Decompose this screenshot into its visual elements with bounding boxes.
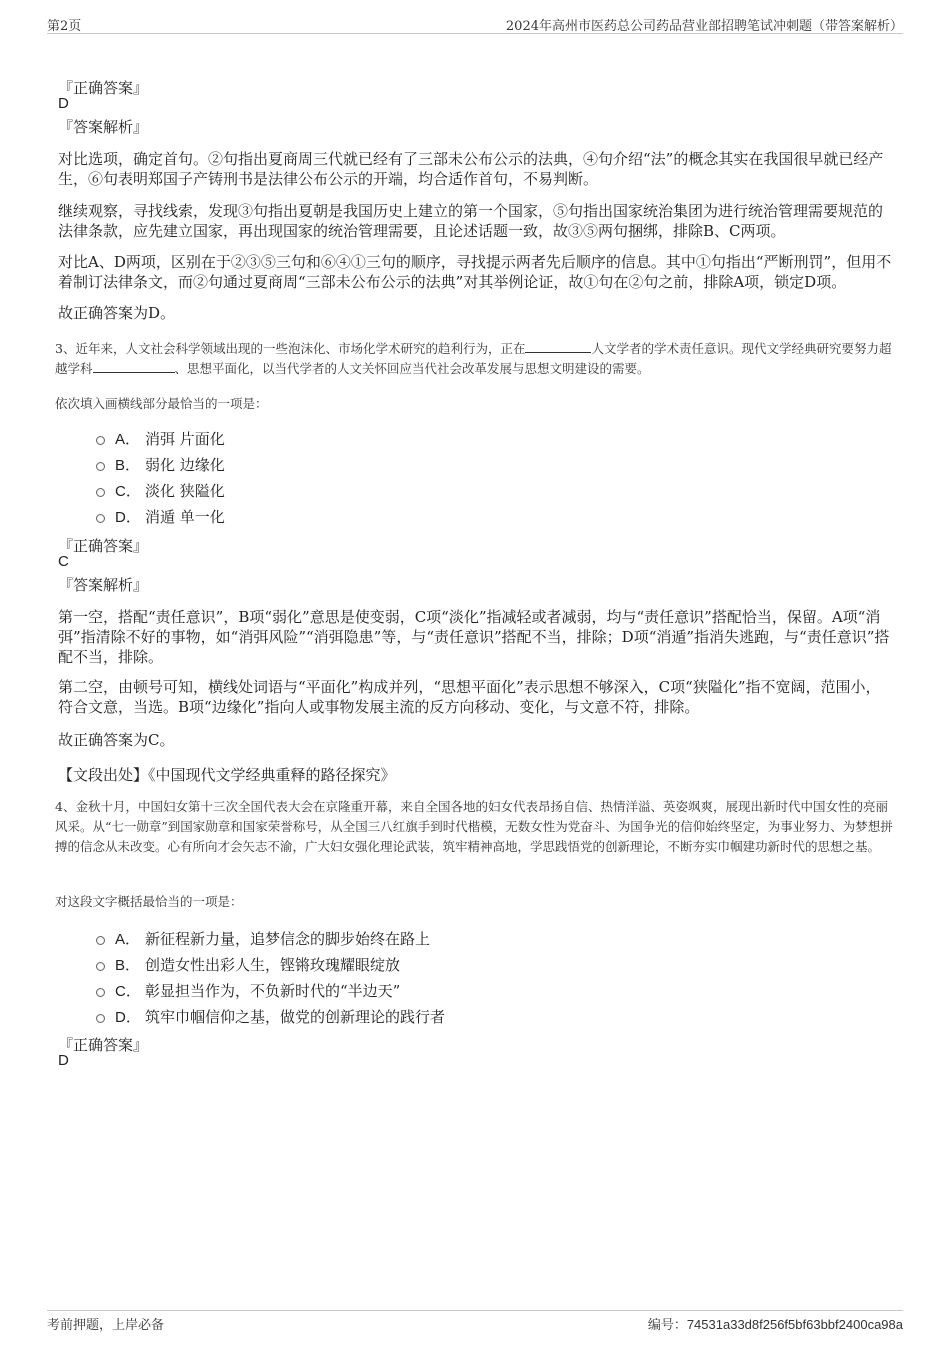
question-prompt: 对这段文字概括最恰当的一项是： xyxy=(55,894,243,909)
page-number: 第2页 xyxy=(47,19,82,34)
radio-icon[interactable] xyxy=(96,488,105,497)
radio-icon[interactable] xyxy=(96,936,105,945)
analysis-label: 『答案解析』 xyxy=(58,118,149,136)
fill-blank xyxy=(525,340,591,353)
option-a[interactable]: A． 新征程新力量，追梦信念的脚步始终在路上 xyxy=(96,928,430,949)
radio-icon[interactable] xyxy=(96,988,105,997)
analysis-paragraph: 对比A、D两项，区别在于②③⑤三句和⑥④①三句的顺序，寻找提示两者先后顺序的信息。其中①句指出“严断刑罚”，但用不着制订法律条文，而②句通过夏商周“三部未公布公示的法典”对其举例论证，故①句在②句之前，排除A项，锁定D项。 xyxy=(58,253,892,291)
analysis-conclusion: 故正确答案为D。 xyxy=(58,304,176,322)
answer-label: 『正确答案』 xyxy=(58,537,149,555)
option-d[interactable]: D． 消遁 单一化 xyxy=(96,506,225,527)
analysis-paragraph: 对比选项，确定首句。②句指出夏商周三代就已经有了三部未公布公示的法典，④句介绍“法”的概念其实在我国很早就已经产生，⑥句表明郑国子产铸刑书是法律公布公示的开端，均合适作首句，不易判断。 xyxy=(58,150,884,188)
option-c[interactable]: C． 彰显担当作为，不负新时代的“半边天” xyxy=(96,980,400,1001)
analysis-paragraph: 第一空，搭配“责任意识”，B项“弱化”意思是使变弱，C项“淡化”指减轻或者减弱，均与“责任意识”搭配恰当，保留。A项“消弭”指清除不好的事物，如“消弭风险”“消弭隐患”等，与“责任意识”搭配不当，排除；D项“消遁”指消失逃跑，与“责任意识”搭配不当，排除。 xyxy=(58,608,890,666)
option-c[interactable]: C． 淡化 狭隘化 xyxy=(96,480,225,501)
page-header xyxy=(47,12,903,34)
radio-icon[interactable] xyxy=(96,514,105,523)
radio-icon[interactable] xyxy=(96,1014,105,1023)
answer-value: D xyxy=(58,95,69,112)
analysis-label: 『答案解析』 xyxy=(58,576,149,594)
answer-label: 『正确答案』 xyxy=(58,79,149,97)
analysis-paragraph: 第二空，由顿号可知，横线处词语与“平面化”构成并列，“思想平面化”表示思想不够深入，C项“狭隘化”指不宽阔，范围小，符合文意，当选。B项“边缘化”指向人或事物发展主流的反方向移动、变化，与文意不符，排除。 xyxy=(58,678,881,716)
radio-icon[interactable] xyxy=(96,436,105,445)
radio-icon[interactable] xyxy=(96,962,105,971)
page-footer xyxy=(47,1310,903,1338)
answer-label: 『正确答案』 xyxy=(58,1036,149,1054)
document-id: 编号：74531a33d8f256f5bf63bbf2400ca98a xyxy=(647,1317,903,1332)
fill-blank xyxy=(93,360,175,373)
answer-value: C xyxy=(58,553,69,570)
document-title: 2024年高州市医药总公司药品营业部招聘笔试冲刺题（带答案解析） xyxy=(505,19,903,34)
question-stem: 4、金秋十月，中国妇女第十三次全国代表大会在京隆重开幕，来自全国各地的妇女代表昂扬自信、热情洋溢、英姿飒爽，展现出新时代中国女性的亮丽风采。从“七一勋章”到国家勋章和国家荣誉称号，从全国三八红旗手到时代楷模，无数女性为党奋斗、为国争光的信仰始终坚定，为事业努力、为梦想拼搏的信念从未改变。心有所向才会矢志不渝，广大妇女强化理论武装，筑牢精神高地，学思践悟党的创新理论，不断夯实巾帼建功新时代的思想之基。 xyxy=(55,799,893,854)
source-citation: 【文段出处】《中国现代文学经典重释的路径探究》 xyxy=(58,766,396,784)
analysis-conclusion: 故正确答案为C。 xyxy=(58,731,175,749)
answer-value: D xyxy=(58,1052,69,1069)
question-prompt: 依次填入画横线部分最恰当的一项是： xyxy=(55,396,268,411)
question-stem: 3、近年来，人文社会科学领域出现的一些泡沫化、市场化学术研究的趋利行为，正在 人文学者的学术责任意识。现代文学经典研究要努力超越学科 、思想平面化，以当代学者的人文关怀回应当代社会改革发展与思想文明建设的需要。 xyxy=(55,341,892,376)
radio-icon[interactable] xyxy=(96,462,105,471)
option-d[interactable]: D． 筑牢巾帼信仰之基，做党的创新理论的践行者 xyxy=(96,1006,445,1027)
option-b[interactable]: B． 弱化 边缘化 xyxy=(96,454,225,475)
footer-slogan: 考前押题，上岸必备 xyxy=(47,1318,165,1333)
option-b[interactable]: B． 创造女性出彩人生，铿锵玫瑰耀眼绽放 xyxy=(96,954,400,975)
analysis-paragraph: 继续观察，寻找线索，发现③句指出夏朝是我国历史上建立的第一个国家，⑤句指出国家统治集团为进行统治管理需要规范的法律条款，应先建立国家，再出现国家的统治管理需要，且论述话题一致，故③⑤两句捆绑，排除B、C两项。 xyxy=(58,202,884,240)
option-a[interactable]: A． 消弭 片面化 xyxy=(96,428,225,449)
